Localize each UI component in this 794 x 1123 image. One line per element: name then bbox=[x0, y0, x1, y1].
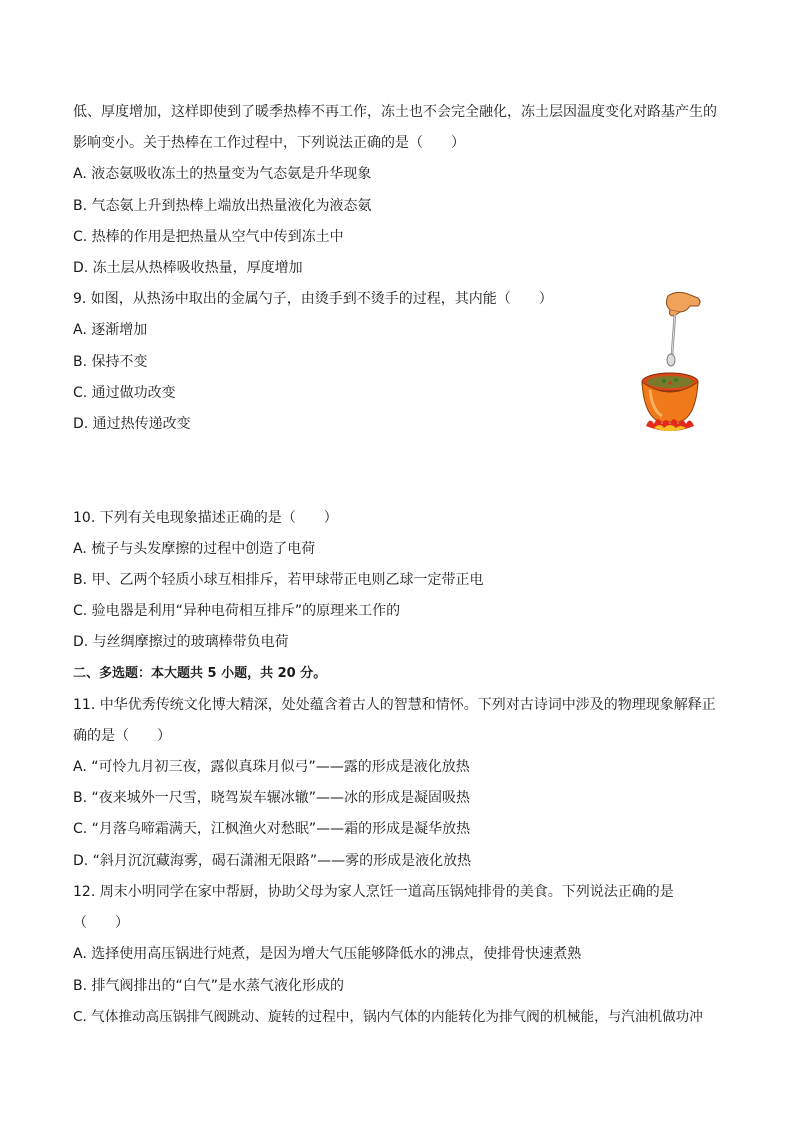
q10-option-a: A. 梳子与头发摩擦的过程中创造了电荷 bbox=[73, 541, 316, 557]
q11-stem-line-1: 11. 中华优秀传统文化博大精深，处处蕴含着古人的智慧和情怀。下列对古诗词中涉及的物理现象解释正 bbox=[73, 697, 716, 713]
q10-stem: 10. 下列有关电现象描述正确的是（ ） bbox=[73, 510, 338, 526]
q8-text-line-2: 影响变小。关于热棒在工作过程中，下列说法正确的是（ ） bbox=[73, 135, 465, 151]
q8-option-a: A. 液态氨吸收冻土的热量变为气态氨是升华现象 bbox=[73, 166, 372, 182]
q10-option-b: B. 甲、乙两个轻质小球互相排斥，若甲球带正电则乙球一定带正电 bbox=[73, 572, 484, 588]
q11-option-d: D. “斜月沉沉藏海雾，碣石潇湘无限路”——雾的形成是液化放热 bbox=[73, 853, 472, 869]
q8-text-line-1: 低、厚度增加，这样即使到了暖季热棒不再工作，冻土也不会完全融化，冻土层因温度变化对路基产生的 bbox=[73, 104, 717, 120]
q12-option-c: C. 气体推动高压锅排气阀跳动、旋转的过程中，锅内气体的内能转化为排气阀的机械能，与汽油机做功冲 bbox=[73, 1009, 703, 1025]
q12-option-b: B. 排气阀排出的“白气”是水蒸气液化形成的 bbox=[73, 978, 345, 994]
q10-option-c: C. 验电器是利用“异种电荷相互排斥”的原理来工作的 bbox=[73, 603, 401, 619]
soup-pot-spoon-illustration bbox=[630, 290, 730, 440]
q8-option-b: B. 气态氨上升到热棒上端放出热量液化为液态氨 bbox=[73, 198, 372, 214]
q11-option-c: C. “月落乌啼霜满天，江枫渔火对愁眠”——霜的形成是凝华放热 bbox=[73, 821, 471, 837]
section-heading-multiple-choice: 二、多选题：本大题共 5 小题，共 20 分。 bbox=[73, 666, 327, 681]
q12-stem-line-1: 12. 周末小明同学在家中帮厨，协助父母为家人烹饪一道高压锅炖排骨的美食。下列说法正确的是 bbox=[73, 884, 674, 900]
q11-stem-line-2: 确的是（ ） bbox=[73, 728, 171, 744]
q12-stem-line-2: （ ） bbox=[73, 915, 129, 931]
q11-option-b: B. “夜来城外一尺雪，晓驾炭车辗冰辙”——冰的形成是凝固吸热 bbox=[73, 790, 471, 806]
q10-option-d: D. 与丝绸摩擦过的玻璃棒带负电荷 bbox=[73, 634, 289, 650]
q9-option-d: D. 通过热传递改变 bbox=[73, 416, 191, 432]
q9-option-b: B. 保持不变 bbox=[73, 354, 148, 370]
q9-stem: 9. 如图，从热汤中取出的金属勺子，由烫手到不烫手的过程，其内能（ ） bbox=[73, 291, 553, 307]
q9-option-c: C. 通过做功改变 bbox=[73, 385, 176, 401]
q11-option-a: A. “可怜九月初三夜，露似真珠月似弓”——露的形成是液化放热 bbox=[73, 759, 470, 775]
q8-option-c: C. 热棒的作用是把热量从空气中传到冻土中 bbox=[73, 229, 344, 245]
q9-option-a: A. 逐渐增加 bbox=[73, 322, 148, 338]
q8-option-d: D. 冻土层从热棒吸收热量，厚度增加 bbox=[73, 260, 303, 276]
soup-pot-spoon-figure bbox=[630, 290, 730, 440]
q12-option-a: A. 选择使用高压锅进行炖煮，是因为增大气压能够降低水的沸点，使排骨快速煮熟 bbox=[73, 946, 582, 962]
